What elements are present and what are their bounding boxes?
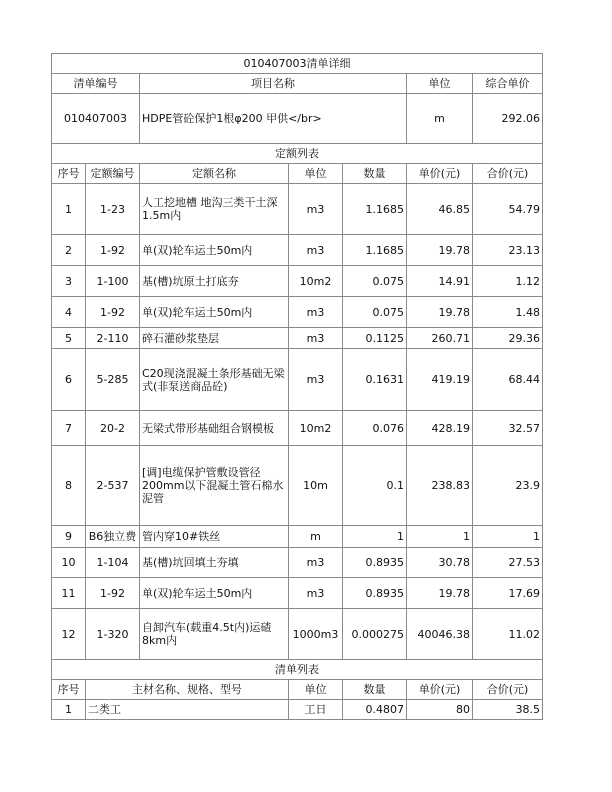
quota-seq: 1 xyxy=(52,184,86,235)
table-row xyxy=(52,609,543,660)
quota-unit-price: 46.85 xyxy=(407,184,473,235)
material-seq-header: 序号 xyxy=(52,680,86,700)
quota-seq: 2 xyxy=(52,235,86,266)
bill-unit-header: 单位 xyxy=(407,74,473,94)
quota-total: 32.57 xyxy=(473,411,543,446)
quota-unit-price: 428.19 xyxy=(407,411,473,446)
quota-name: 单(双)轮车运土50m内 xyxy=(140,297,289,328)
quota-code: 1-92 xyxy=(86,235,140,266)
quota-seq: 10 xyxy=(52,548,86,578)
quota-qty: 0.1 xyxy=(343,446,407,526)
table-row xyxy=(52,266,543,297)
table-row xyxy=(52,548,543,578)
quota-name: 无梁式带形基础组合钢模板 xyxy=(140,411,289,446)
quota-unit-price: 260.71 xyxy=(407,328,473,349)
material-section-title: 清单列表 xyxy=(52,660,543,680)
bill-price-header: 综合单价 xyxy=(473,74,543,94)
quota-name: 管内穿10#铁丝 xyxy=(140,526,289,548)
table-row xyxy=(52,349,543,411)
material-qty-header: 数量 xyxy=(343,680,407,700)
table-title: 010407003清单详细 xyxy=(52,54,543,74)
quota-total-header: 合价(元) xyxy=(473,164,543,184)
quota-unit: m3 xyxy=(289,297,343,328)
table-row xyxy=(52,297,543,328)
bill-code: 010407003 xyxy=(52,94,140,144)
table-row xyxy=(52,578,543,609)
quota-unit-price: 30.78 xyxy=(407,548,473,578)
quota-code: 2-537 xyxy=(86,446,140,526)
quota-seq: 12 xyxy=(52,609,86,660)
quota-code: 1-104 xyxy=(86,548,140,578)
quota-code: 20-2 xyxy=(86,411,140,446)
quota-code: 1-23 xyxy=(86,184,140,235)
bill-name: HDPE管砼保护1根φ200 甲供</br> xyxy=(140,94,407,144)
quota-section-row xyxy=(52,144,543,164)
bill-header-row xyxy=(52,74,543,94)
material-qty: 0.4807 xyxy=(343,700,407,720)
quota-name: 单(双)轮车运土50m内 xyxy=(140,578,289,609)
quota-unit: m3 xyxy=(289,548,343,578)
quota-unit-price: 19.78 xyxy=(407,235,473,266)
table-row xyxy=(52,411,543,446)
bill-price: 292.06 xyxy=(473,94,543,144)
quota-unit: 10m2 xyxy=(289,266,343,297)
quota-name: 基(槽)坑原土打底夯 xyxy=(140,266,289,297)
title-row xyxy=(52,54,543,74)
quota-seq: 8 xyxy=(52,446,86,526)
quota-seq: 3 xyxy=(52,266,86,297)
quota-total: 27.53 xyxy=(473,548,543,578)
quota-total: 1.48 xyxy=(473,297,543,328)
quota-unit: m3 xyxy=(289,235,343,266)
quota-code: 1-92 xyxy=(86,297,140,328)
quota-qty: 1.1685 xyxy=(343,235,407,266)
quota-qty: 1.1685 xyxy=(343,184,407,235)
material-unit-price-header: 单价(元) xyxy=(407,680,473,700)
material-total: 38.5 xyxy=(473,700,543,720)
quota-unit-price: 419.19 xyxy=(407,349,473,411)
material-unit-price: 80 xyxy=(407,700,473,720)
quota-name-header: 定额名称 xyxy=(140,164,289,184)
quota-name: [调]电缆保护管敷设管径200mm以下混凝土管石棉水泥管 xyxy=(140,446,289,526)
quota-unit-header: 单位 xyxy=(289,164,343,184)
quota-unit-price: 40046.38 xyxy=(407,609,473,660)
bill-code-header: 清单编号 xyxy=(52,74,140,94)
quota-unit: m xyxy=(289,526,343,548)
quota-unit: 1000m3 xyxy=(289,609,343,660)
quota-seq: 4 xyxy=(52,297,86,328)
quota-unit-price: 19.78 xyxy=(407,297,473,328)
quota-unit: 10m xyxy=(289,446,343,526)
quota-seq: 5 xyxy=(52,328,86,349)
quota-total: 17.69 xyxy=(473,578,543,609)
quota-name: C20现浇混凝土条形基础无梁式(非泵送商品砼) xyxy=(140,349,289,411)
material-unit-header: 单位 xyxy=(289,680,343,700)
quota-qty: 0.1125 xyxy=(343,328,407,349)
quota-unit: 10m2 xyxy=(289,411,343,446)
material-header-row xyxy=(52,680,543,700)
quota-code: 2-110 xyxy=(86,328,140,349)
quota-qty: 0.8935 xyxy=(343,548,407,578)
quota-qty: 0.1631 xyxy=(343,349,407,411)
quota-seq-header: 序号 xyxy=(52,164,86,184)
quota-code: 1-100 xyxy=(86,266,140,297)
quota-qty: 0.8935 xyxy=(343,578,407,609)
material-total-header: 合价(元) xyxy=(473,680,543,700)
quota-name: 基(槽)坑回填土夯填 xyxy=(140,548,289,578)
material-name: 二类工 xyxy=(86,700,289,720)
quota-header-row xyxy=(52,164,543,184)
quota-unit-price: 1 xyxy=(407,526,473,548)
quota-name: 单(双)轮车运土50m内 xyxy=(140,235,289,266)
bill-name-header: 项目名称 xyxy=(140,74,407,94)
table-row xyxy=(52,700,543,720)
quota-qty: 0.075 xyxy=(343,297,407,328)
bill-detail-table xyxy=(51,53,543,720)
quota-qty: 0.076 xyxy=(343,411,407,446)
quota-name: 碎石灌砂浆垫层 xyxy=(140,328,289,349)
quota-unit: m3 xyxy=(289,349,343,411)
quota-seq: 6 xyxy=(52,349,86,411)
quota-seq: 9 xyxy=(52,526,86,548)
quota-unit-price: 238.83 xyxy=(407,446,473,526)
table-row xyxy=(52,328,543,349)
quota-name: 自卸汽车(载重4.5t内)运碴8km内 xyxy=(140,609,289,660)
material-name-header: 主材名称、规格、型号 xyxy=(86,680,289,700)
quota-seq: 7 xyxy=(52,411,86,446)
table-row xyxy=(52,446,543,526)
quota-unit: m3 xyxy=(289,184,343,235)
table-row xyxy=(52,526,543,548)
quota-unit-price-header: 单价(元) xyxy=(407,164,473,184)
quota-qty: 1 xyxy=(343,526,407,548)
material-unit: 工日 xyxy=(289,700,343,720)
table-row xyxy=(52,235,543,266)
bill-row xyxy=(52,94,543,144)
quota-unit-price: 19.78 xyxy=(407,578,473,609)
material-section-row xyxy=(52,660,543,680)
quota-unit: m3 xyxy=(289,578,343,609)
quota-total: 23.9 xyxy=(473,446,543,526)
quota-code: 5-285 xyxy=(86,349,140,411)
quota-name: 人工挖地槽 地沟三类干土深1.5m内 xyxy=(140,184,289,235)
quota-code: 1-320 xyxy=(86,609,140,660)
quota-qty-header: 数量 xyxy=(343,164,407,184)
quota-total: 11.02 xyxy=(473,609,543,660)
quota-qty: 0.075 xyxy=(343,266,407,297)
quota-total: 23.13 xyxy=(473,235,543,266)
quota-total: 54.79 xyxy=(473,184,543,235)
material-seq: 1 xyxy=(52,700,86,720)
quota-seq: 11 xyxy=(52,578,86,609)
table-row xyxy=(52,184,543,235)
quota-code: B6独立费 xyxy=(86,526,140,548)
quota-qty: 0.000275 xyxy=(343,609,407,660)
bill-unit: m xyxy=(407,94,473,144)
quota-total: 1.12 xyxy=(473,266,543,297)
quota-code-header: 定额编号 xyxy=(86,164,140,184)
quota-section-title: 定额列表 xyxy=(52,144,543,164)
quota-unit: m3 xyxy=(289,328,343,349)
quota-total: 68.44 xyxy=(473,349,543,411)
quota-code: 1-92 xyxy=(86,578,140,609)
quota-total: 29.36 xyxy=(473,328,543,349)
quota-total: 1 xyxy=(473,526,543,548)
quota-unit-price: 14.91 xyxy=(407,266,473,297)
